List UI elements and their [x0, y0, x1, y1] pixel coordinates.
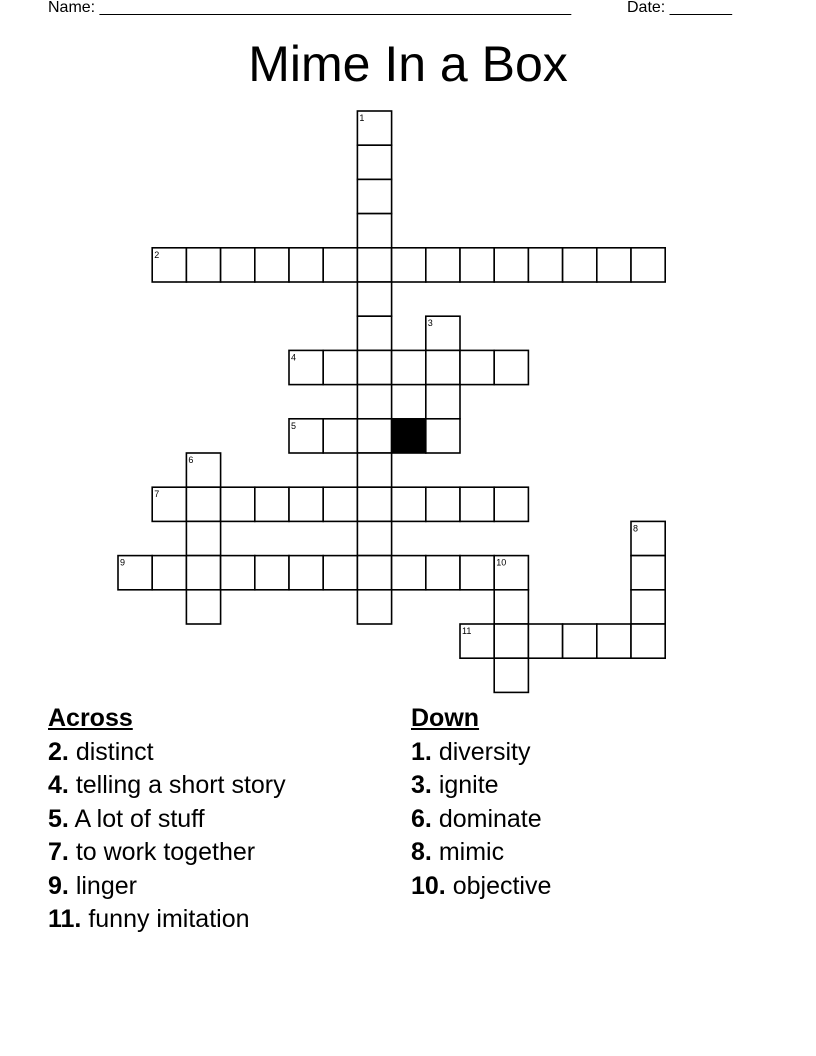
cell-number: 3 — [427, 318, 433, 329]
grid-cell[interactable] — [186, 453, 220, 487]
name-blank[interactable]: _____________________________________________________ — [99, 0, 572, 16]
grid-cell[interactable] — [289, 419, 323, 453]
grid-cell[interactable] — [494, 590, 528, 624]
grid-cell[interactable] — [323, 350, 357, 384]
clue-text: ignite — [438, 771, 499, 799]
grid-cell[interactable] — [460, 350, 494, 384]
grid-cell[interactable] — [357, 179, 391, 213]
clue-item — [48, 769, 286, 803]
grid-cell[interactable] — [460, 624, 494, 658]
grid-cell[interactable] — [392, 419, 426, 453]
clue-item — [411, 870, 551, 904]
grid-cell[interactable] — [631, 590, 665, 624]
grid-cell[interactable] — [255, 248, 289, 282]
grid-cell[interactable] — [357, 487, 391, 521]
grid-cell[interactable] — [597, 248, 631, 282]
grid-cell[interactable] — [494, 556, 528, 590]
down-heading: Down — [411, 704, 480, 732]
grid-cell[interactable] — [392, 487, 426, 521]
clue-item — [411, 736, 551, 770]
grid-cell[interactable] — [357, 145, 391, 179]
grid-cell[interactable] — [357, 282, 391, 316]
across-heading: Across — [48, 704, 133, 732]
cell-number: 1 — [359, 113, 365, 123]
clue-text: distinct — [75, 737, 154, 766]
cell-number: 10 — [496, 557, 507, 568]
grid-cell[interactable] — [186, 248, 220, 282]
clue-item — [48, 870, 286, 904]
grid-cell[interactable] — [323, 248, 357, 282]
clue-number: 10. — [411, 871, 446, 900]
grid-cell[interactable] — [426, 419, 460, 453]
puzzle-title: Mime In a Box — [248, 36, 568, 92]
grid-cell[interactable] — [494, 248, 528, 282]
name-label: Name: — [48, 0, 96, 16]
grid-cell[interactable] — [357, 316, 391, 350]
clue-item — [411, 769, 551, 803]
grid-cell[interactable] — [186, 590, 220, 624]
clue-number: 8. — [411, 838, 432, 866]
grid-cell[interactable] — [426, 248, 460, 282]
clue-text: dominate — [438, 804, 542, 833]
grid-cell[interactable] — [357, 556, 391, 590]
clue-number: 1. — [411, 737, 432, 766]
cell-number: 7 — [154, 489, 160, 500]
grid-cell[interactable] — [221, 248, 255, 282]
cell-number: 5 — [291, 420, 297, 431]
cell-number: 11 — [462, 626, 472, 636]
clue-text: A lot of stuff — [74, 804, 205, 833]
grid-cell[interactable] — [631, 521, 665, 555]
clue-number: 9. — [48, 871, 69, 900]
grid-cell[interactable] — [357, 385, 391, 419]
grid-cell[interactable] — [221, 487, 255, 521]
grid-cell[interactable] — [426, 556, 460, 590]
grid-cell[interactable] — [289, 350, 323, 384]
grid-cell[interactable] — [494, 624, 528, 658]
grid-cell[interactable] — [494, 350, 528, 384]
clue-number: 2. — [48, 737, 69, 766]
grid-cell[interactable] — [392, 248, 426, 282]
grid-cell[interactable] — [460, 487, 494, 521]
clue-number: 6. — [411, 804, 432, 833]
date-blank[interactable]: _______ — [669, 0, 732, 16]
clue-number: 11. — [48, 905, 82, 933]
grid-cell[interactable] — [460, 556, 494, 590]
grid-cell[interactable] — [426, 316, 460, 350]
grid-cell[interactable] — [118, 556, 152, 590]
cell-number: 4 — [291, 352, 297, 363]
clue-text: mimic — [438, 838, 505, 866]
down-clues — [411, 702, 551, 903]
grid-cell[interactable] — [152, 248, 186, 282]
grid-cell[interactable] — [563, 624, 597, 658]
date-line — [627, 0, 732, 18]
grid-cell[interactable] — [357, 590, 391, 624]
clue-number: 3. — [411, 771, 432, 799]
clue-item — [48, 903, 286, 937]
cell-number: 9 — [120, 557, 126, 568]
grid-cell[interactable] — [186, 521, 220, 555]
grid-cell[interactable] — [357, 419, 391, 453]
grid-cell[interactable] — [289, 248, 323, 282]
grid-cell[interactable] — [323, 487, 357, 521]
grid-cell[interactable] — [426, 385, 460, 419]
grid-cell[interactable] — [357, 214, 391, 248]
grid-cell[interactable] — [426, 350, 460, 384]
grid-cell[interactable] — [152, 556, 186, 590]
grid-cell[interactable] — [528, 624, 562, 658]
date-label: Date: — [627, 0, 666, 16]
clue-item — [48, 836, 286, 870]
clue-text: diversity — [438, 737, 531, 766]
clue-text: funny imitation — [88, 905, 250, 933]
grid-cell[interactable] — [289, 556, 323, 590]
grid-cell[interactable] — [392, 556, 426, 590]
grid-cell[interactable] — [255, 556, 289, 590]
grid-cell[interactable] — [357, 453, 391, 487]
name-line — [48, 0, 571, 18]
clue-item — [411, 803, 551, 837]
grid-cell[interactable] — [357, 248, 391, 282]
across-clues — [48, 702, 286, 937]
grid-cell[interactable] — [323, 419, 357, 453]
cell-number: 8 — [633, 523, 639, 534]
grid-cell[interactable] — [186, 487, 220, 521]
grid-cell[interactable] — [631, 248, 665, 282]
grid-cell[interactable] — [323, 556, 357, 590]
cell-number: 2 — [154, 249, 160, 260]
grid-cell[interactable] — [357, 521, 391, 555]
grid-cell[interactable] — [597, 624, 631, 658]
grid-cell[interactable] — [357, 111, 391, 145]
cell-number: 6 — [188, 455, 194, 465]
grid-cell[interactable] — [392, 350, 426, 384]
clue-text: objective — [452, 871, 552, 900]
grid-cell[interactable] — [186, 556, 220, 590]
grid-cell[interactable] — [631, 556, 665, 590]
grid-cell[interactable] — [494, 487, 528, 521]
clue-number: 5. — [48, 804, 69, 833]
clue-item — [48, 803, 286, 837]
clue-text: telling a short story — [75, 771, 286, 799]
grid-cell[interactable] — [426, 487, 460, 521]
grid-cell[interactable] — [289, 487, 323, 521]
clue-item — [48, 736, 286, 770]
clue-number: 7. — [48, 838, 69, 866]
clue-text: to work together — [75, 838, 256, 866]
grid-cell[interactable] — [221, 556, 255, 590]
grid-cell[interactable] — [494, 658, 528, 692]
grid-cell[interactable] — [460, 248, 494, 282]
grid-cell[interactable] — [631, 624, 665, 658]
grid-cell[interactable] — [528, 248, 562, 282]
grid-cell[interactable] — [255, 487, 289, 521]
clue-item — [411, 836, 551, 870]
clue-text: linger — [75, 871, 137, 900]
grid-cell[interactable] — [563, 248, 597, 282]
clue-number: 4. — [48, 771, 69, 799]
grid-cell[interactable] — [357, 350, 391, 384]
grid-cell[interactable] — [152, 487, 186, 521]
